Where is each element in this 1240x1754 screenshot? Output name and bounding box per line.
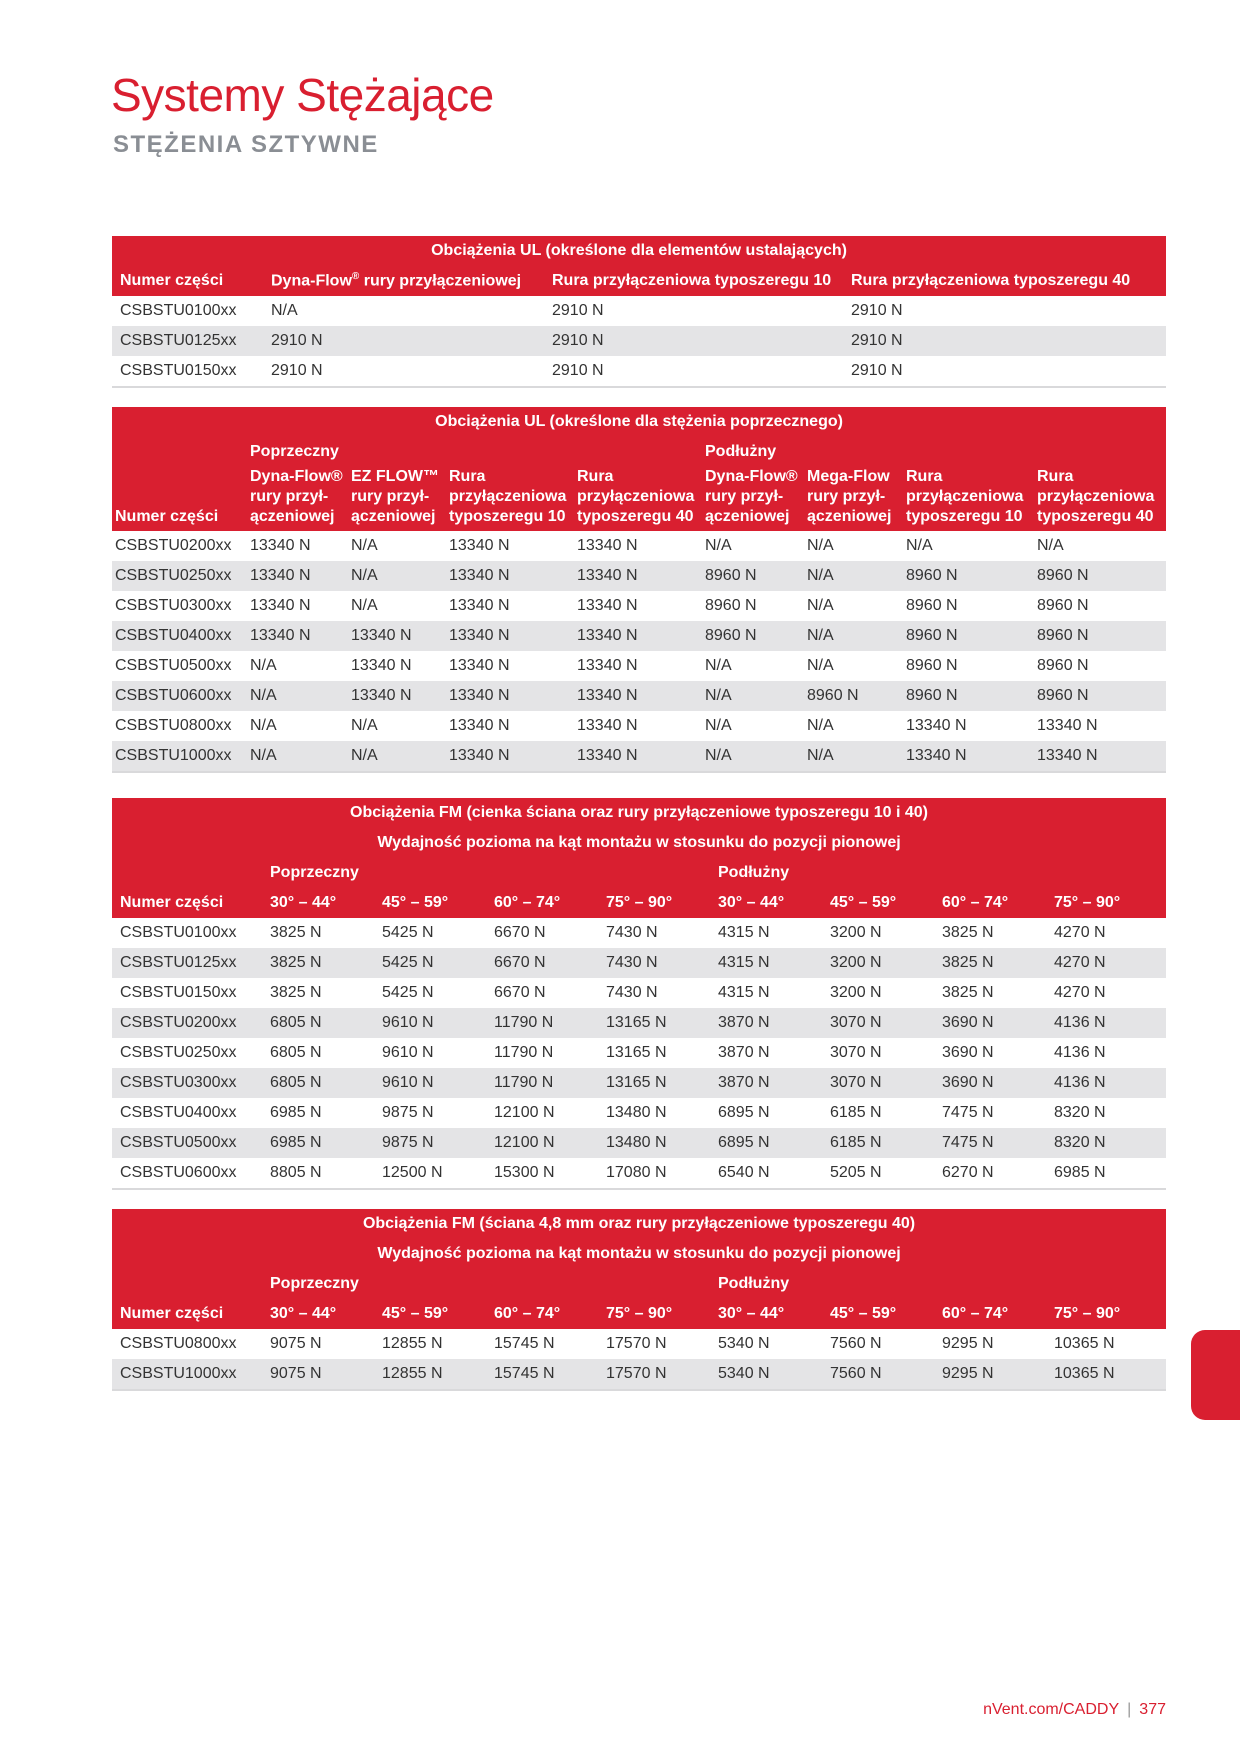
column-header-angle: 30° – 44° xyxy=(710,888,822,918)
load-cell: 13340 N xyxy=(1034,741,1166,772)
load-cell: 15745 N xyxy=(486,1359,598,1390)
column-header-angle: 45° – 59° xyxy=(374,1299,486,1329)
load-cell: 3870 N xyxy=(710,1008,822,1038)
load-cell: 6670 N xyxy=(486,918,598,948)
load-cell: 9875 N xyxy=(374,1128,486,1158)
load-cell: N/A xyxy=(1034,531,1166,561)
part-number-cell: CSBSTU0300xx xyxy=(112,1068,262,1098)
load-cell: 7430 N xyxy=(598,978,710,1008)
load-cell: N/A xyxy=(348,741,446,772)
part-number-cell: CSBSTU0500xx xyxy=(112,1128,262,1158)
table-row xyxy=(112,591,1166,621)
column-header-angle: 75° – 90° xyxy=(1046,888,1166,918)
load-cell: 13340 N xyxy=(574,561,702,591)
column-header-angle: 75° – 90° xyxy=(598,888,710,918)
load-cell: 13340 N xyxy=(348,621,446,651)
load-cell: 9610 N xyxy=(374,1068,486,1098)
table-group-row xyxy=(112,437,1166,467)
load-cell: N/A xyxy=(263,296,544,326)
table-caption: Obciążenia FM (ściana 4,8 mm oraz rury przyłączeniowe typoszeregu 40) xyxy=(112,1209,1166,1239)
load-cell: N/A xyxy=(247,741,348,772)
column-header-angle: 30° – 44° xyxy=(262,1299,374,1329)
load-cell: 13340 N xyxy=(446,621,574,651)
load-cell: 8960 N xyxy=(1034,621,1166,651)
load-cell: N/A xyxy=(804,711,903,741)
part-number-cell: CSBSTU0300xx xyxy=(112,591,247,621)
load-cell: 8960 N xyxy=(903,621,1034,651)
part-number-cell: CSBSTU0600xx xyxy=(112,681,247,711)
column-header-angle: 60° – 74° xyxy=(486,1299,598,1329)
load-cell: 8960 N xyxy=(903,591,1034,621)
load-cell: 10365 N xyxy=(1046,1329,1166,1359)
load-cell: N/A xyxy=(348,711,446,741)
table-row xyxy=(112,1128,1166,1158)
load-cell: 2910 N xyxy=(544,356,843,387)
load-cell: 3690 N xyxy=(934,1008,1046,1038)
column-header-angle: 45° – 59° xyxy=(374,888,486,918)
load-cell: N/A xyxy=(702,681,804,711)
table-row xyxy=(112,918,1166,948)
load-cell: N/A xyxy=(702,741,804,772)
load-cell: 13340 N xyxy=(574,651,702,681)
load-cell: N/A xyxy=(804,531,903,561)
load-cell: N/A xyxy=(247,681,348,711)
table-caption: Obciążenia FM (cienka ściana oraz rury przyłączeniowe typoszeregu 10 i 40) xyxy=(112,798,1166,828)
load-cell: 9610 N xyxy=(374,1038,486,1068)
load-cell: 8960 N xyxy=(1034,651,1166,681)
column-header-transverse-ez-flow: EZ FLOW™ rury przył- ączeniowej xyxy=(348,467,446,531)
load-cell: 5425 N xyxy=(374,948,486,978)
table-row xyxy=(112,621,1166,651)
load-cell: 3070 N xyxy=(822,1008,934,1038)
load-cell: N/A xyxy=(348,561,446,591)
column-header-angle: 75° – 90° xyxy=(1046,1299,1166,1329)
table-row xyxy=(112,561,1166,591)
load-cell: 5205 N xyxy=(822,1158,934,1189)
table-group-row xyxy=(112,1269,1166,1299)
load-cell: 8960 N xyxy=(1034,591,1166,621)
load-cell: 9295 N xyxy=(934,1329,1046,1359)
column-header-angle: 60° – 74° xyxy=(934,1299,1046,1329)
table3-body xyxy=(112,918,1166,1189)
section-tab-marker xyxy=(1191,1330,1240,1420)
load-cell: N/A xyxy=(702,711,804,741)
load-cell: 7560 N xyxy=(822,1329,934,1359)
part-number-cell: CSBSTU0250xx xyxy=(112,561,247,591)
column-header-longitudinal-schedule-10: Rura przyłączeniowa typoszeregu 10 xyxy=(903,467,1034,531)
part-number-cell: CSBSTU0500xx xyxy=(112,651,247,681)
load-cell: 13340 N xyxy=(348,651,446,681)
load-cell: 12100 N xyxy=(486,1128,598,1158)
table-row xyxy=(112,1158,1166,1189)
table2-body xyxy=(112,531,1166,772)
load-cell: 8960 N xyxy=(903,561,1034,591)
load-cell: 3690 N xyxy=(934,1038,1046,1068)
load-cell: 7560 N xyxy=(822,1359,934,1390)
column-header-longitudinal-schedule-40: Rura przyłączeniowa typoszeregu 40 xyxy=(1034,467,1166,531)
table-header-row xyxy=(112,467,1166,531)
load-cell: 6805 N xyxy=(262,1038,374,1068)
table-row xyxy=(112,948,1166,978)
part-number-cell: CSBSTU0125xx xyxy=(112,326,263,356)
table-row xyxy=(112,1359,1166,1390)
load-cell: 13340 N xyxy=(574,591,702,621)
load-cell: 13340 N xyxy=(574,621,702,651)
load-cell: 15300 N xyxy=(486,1158,598,1189)
load-cell: 2910 N xyxy=(843,296,1166,326)
footer-separator: | xyxy=(1127,1701,1132,1718)
group-header-transverse: Poprzeczny xyxy=(262,858,710,888)
load-cell: 13340 N xyxy=(574,711,702,741)
load-cell: 15745 N xyxy=(486,1329,598,1359)
load-cell: 17080 N xyxy=(598,1158,710,1189)
load-cell: 8960 N xyxy=(702,561,804,591)
load-cell: 7475 N xyxy=(934,1128,1046,1158)
table-row xyxy=(112,741,1166,772)
table-row xyxy=(112,1329,1166,1359)
load-cell: 2910 N xyxy=(263,356,544,387)
load-cell: 6985 N xyxy=(262,1098,374,1128)
group-header-longitudinal: Podłużny xyxy=(702,437,1166,467)
part-number-cell: CSBSTU0400xx xyxy=(112,1098,262,1128)
part-number-cell: CSBSTU0800xx xyxy=(112,1329,262,1359)
table-subcaption: Wydajność pozioma na kąt montażu w stosunku do pozycji pionowej xyxy=(112,828,1166,858)
load-cell: 8960 N xyxy=(1034,681,1166,711)
load-cell: 8320 N xyxy=(1046,1128,1166,1158)
page-subtitle: STĘŻENIA SZTYWNE xyxy=(113,131,379,158)
load-cell: 6185 N xyxy=(822,1098,934,1128)
load-cell: 13340 N xyxy=(247,591,348,621)
table-caption-row xyxy=(112,236,1166,266)
load-cell: 13340 N xyxy=(446,681,574,711)
load-cell: 2910 N xyxy=(544,326,843,356)
load-cell: 4315 N xyxy=(710,918,822,948)
table-caption-row xyxy=(112,407,1166,437)
load-cell: 8960 N xyxy=(1034,561,1166,591)
group-header-longitudinal: Podłużny xyxy=(710,858,1166,888)
load-cell: 5425 N xyxy=(374,978,486,1008)
column-header-transverse-dyna-flow: Dyna-Flow® rury przył- ączeniowej xyxy=(247,467,348,531)
load-cell: 8960 N xyxy=(903,681,1034,711)
load-cell: 2910 N xyxy=(263,326,544,356)
column-header-schedule-10: Rura przyłączeniowa typoszeregu 10 xyxy=(544,266,843,296)
load-cell: 2910 N xyxy=(843,356,1166,387)
load-cell: N/A xyxy=(804,561,903,591)
load-cell: 13165 N xyxy=(598,1008,710,1038)
part-number-cell: CSBSTU0125xx xyxy=(112,948,262,978)
part-number-cell: CSBSTU0600xx xyxy=(112,1158,262,1189)
load-cell: 3825 N xyxy=(934,978,1046,1008)
load-cell: 8805 N xyxy=(262,1158,374,1189)
column-header-transverse-schedule-40: Rura przyłączeniowa typoszeregu 40 xyxy=(574,467,702,531)
table-caption: Obciążenia UL (określone dla stężenia poprzecznego) xyxy=(112,407,1166,437)
load-cell: 3070 N xyxy=(822,1068,934,1098)
page-footer xyxy=(983,1701,1166,1719)
part-number-cell: CSBSTU0150xx xyxy=(112,356,263,387)
column-header-schedule-40: Rura przyłączeniowa typoszeregu 40 xyxy=(843,266,1166,296)
load-cell: 3200 N xyxy=(822,918,934,948)
load-cell: 17570 N xyxy=(598,1359,710,1390)
load-cell: 9295 N xyxy=(934,1359,1046,1390)
group-header-transverse: Poprzeczny xyxy=(262,1269,710,1299)
part-number-cell: CSBSTU0100xx xyxy=(112,296,263,326)
load-cell: 13480 N xyxy=(598,1098,710,1128)
part-number-cell: CSBSTU0400xx xyxy=(112,621,247,651)
group-header-longitudinal: Podłużny xyxy=(710,1269,1166,1299)
page-title: Systemy Stężające xyxy=(111,69,494,121)
load-cell: 3070 N xyxy=(822,1038,934,1068)
load-cell: 4270 N xyxy=(1046,918,1166,948)
load-cell: 3825 N xyxy=(262,948,374,978)
table-row xyxy=(112,651,1166,681)
part-number-cell: CSBSTU0100xx xyxy=(112,918,262,948)
ul-restraint-load-table xyxy=(112,236,1166,388)
table-header-row xyxy=(112,266,1166,296)
load-cell: 12100 N xyxy=(486,1098,598,1128)
part-number-cell: CSBSTU0200xx xyxy=(112,531,247,561)
group-header-transverse: Poprzeczny xyxy=(247,437,702,467)
table-caption-row xyxy=(112,1209,1166,1239)
table-row xyxy=(112,978,1166,1008)
load-cell: 8320 N xyxy=(1046,1098,1166,1128)
load-cell: 13340 N xyxy=(247,621,348,651)
load-cell: 13340 N xyxy=(446,531,574,561)
load-cell: 13340 N xyxy=(247,531,348,561)
column-header-transverse-schedule-10: Rura przyłączeniowa typoszeregu 10 xyxy=(446,467,574,531)
load-cell: 4270 N xyxy=(1046,978,1166,1008)
load-cell: 13480 N xyxy=(598,1128,710,1158)
load-cell: 11790 N xyxy=(486,1068,598,1098)
load-cell: 2910 N xyxy=(843,326,1166,356)
column-header-angle: 75° – 90° xyxy=(598,1299,710,1329)
load-cell: N/A xyxy=(348,591,446,621)
column-header-angle: 45° – 59° xyxy=(822,888,934,918)
load-cell: 8960 N xyxy=(804,681,903,711)
load-cell: 2910 N xyxy=(544,296,843,326)
load-cell: 13340 N xyxy=(247,561,348,591)
load-cell: 7430 N xyxy=(598,918,710,948)
part-number-cell: CSBSTU0200xx xyxy=(112,1008,262,1038)
column-header-angle: 60° – 74° xyxy=(486,888,598,918)
footer-site: nVent.com/CADDY xyxy=(983,1701,1120,1718)
column-header-dyna-flow: Dyna-Flow® rury przyłączeniowej xyxy=(263,266,544,296)
table-row xyxy=(112,711,1166,741)
load-cell: 6805 N xyxy=(262,1068,374,1098)
fm-4-8mm-wall-load-table xyxy=(112,1209,1166,1391)
load-cell: 17570 N xyxy=(598,1329,710,1359)
column-header-part-number: Numer części xyxy=(112,266,263,296)
load-cell: 7475 N xyxy=(934,1098,1046,1128)
load-cell: 7430 N xyxy=(598,948,710,978)
load-cell: 6895 N xyxy=(710,1128,822,1158)
load-cell: 3870 N xyxy=(710,1038,822,1068)
part-number-cell: CSBSTU0250xx xyxy=(112,1038,262,1068)
load-cell: 4136 N xyxy=(1046,1068,1166,1098)
load-cell: N/A xyxy=(247,711,348,741)
load-cell: 5340 N xyxy=(710,1329,822,1359)
fm-thin-wall-load-table xyxy=(112,798,1166,1190)
load-cell: 3870 N xyxy=(710,1068,822,1098)
load-cell: 8960 N xyxy=(702,591,804,621)
page-number: 377 xyxy=(1139,1701,1166,1718)
load-cell: 6670 N xyxy=(486,948,598,978)
table-row xyxy=(112,1068,1166,1098)
load-cell: 6895 N xyxy=(710,1098,822,1128)
load-cell: 4136 N xyxy=(1046,1008,1166,1038)
load-cell: 9075 N xyxy=(262,1329,374,1359)
load-cell: 11790 N xyxy=(486,1008,598,1038)
load-cell: N/A xyxy=(247,651,348,681)
load-cell: 13165 N xyxy=(598,1068,710,1098)
column-header-angle: 45° – 59° xyxy=(822,1299,934,1329)
load-cell: 10365 N xyxy=(1046,1359,1166,1390)
column-header-angle: 30° – 44° xyxy=(710,1299,822,1329)
load-cell: 13340 N xyxy=(574,681,702,711)
table-row xyxy=(112,1098,1166,1128)
column-header-dyna-flow-brand: Dyna-Flow xyxy=(271,272,352,290)
load-cell: 13340 N xyxy=(446,711,574,741)
load-cell: 13340 N xyxy=(348,681,446,711)
load-cell: 4270 N xyxy=(1046,948,1166,978)
table-subcaption-row xyxy=(112,828,1166,858)
table-row xyxy=(112,296,1166,326)
load-cell: 3825 N xyxy=(934,948,1046,978)
load-cell: N/A xyxy=(903,531,1034,561)
column-header-longitudinal-dyna-flow: Dyna-Flow® rury przył- ączeniowej xyxy=(702,467,804,531)
load-cell: 4315 N xyxy=(710,948,822,978)
load-cell: 13340 N xyxy=(903,741,1034,772)
table-caption: Obciążenia UL (określone dla elementów ustalających) xyxy=(112,236,1166,266)
table-header-row xyxy=(112,1299,1166,1329)
table-row xyxy=(112,531,1166,561)
load-cell: 8960 N xyxy=(702,621,804,651)
load-cell: N/A xyxy=(702,651,804,681)
part-number-cell: CSBSTU1000xx xyxy=(112,741,247,772)
table-header-row xyxy=(112,888,1166,918)
table-row xyxy=(112,356,1166,387)
load-cell: N/A xyxy=(348,531,446,561)
column-header-part-number: Numer części xyxy=(112,1299,262,1329)
load-cell: 3200 N xyxy=(822,948,934,978)
load-cell: 12855 N xyxy=(374,1359,486,1390)
load-cell: N/A xyxy=(702,531,804,561)
load-cell: 9610 N xyxy=(374,1008,486,1038)
table-group-row xyxy=(112,858,1166,888)
load-cell: 3825 N xyxy=(934,918,1046,948)
table-subcaption-row xyxy=(112,1239,1166,1269)
load-cell: 6670 N xyxy=(486,978,598,1008)
column-header-angle: 60° – 74° xyxy=(934,888,1046,918)
load-cell: 13340 N xyxy=(574,741,702,772)
table-row xyxy=(112,326,1166,356)
load-cell: N/A xyxy=(804,741,903,772)
part-number-cell: CSBSTU1000xx xyxy=(112,1359,262,1390)
load-cell: 4136 N xyxy=(1046,1038,1166,1068)
load-cell: 6270 N xyxy=(934,1158,1046,1189)
load-cell: 13340 N xyxy=(446,741,574,772)
column-header-longitudinal-mega-flow: Mega-Flow rury przył- ączeniowej xyxy=(804,467,903,531)
column-header-dyna-flow-suffix: rury przyłączeniowej xyxy=(363,272,522,290)
table-row xyxy=(112,1008,1166,1038)
column-header-part-number: Numer części xyxy=(112,467,247,531)
table4-body xyxy=(112,1329,1166,1390)
part-number-cell: CSBSTU0800xx xyxy=(112,711,247,741)
load-cell: 12500 N xyxy=(374,1158,486,1189)
load-cell: 5340 N xyxy=(710,1359,822,1390)
load-cell: 3690 N xyxy=(934,1068,1046,1098)
load-cell: N/A xyxy=(804,651,903,681)
load-cell: N/A xyxy=(804,591,903,621)
table-row xyxy=(112,1038,1166,1068)
load-cell: 6185 N xyxy=(822,1128,934,1158)
load-cell: 3200 N xyxy=(822,978,934,1008)
load-cell: N/A xyxy=(804,621,903,651)
load-cell: 13340 N xyxy=(574,531,702,561)
load-cell: 6985 N xyxy=(1046,1158,1166,1189)
part-number-cell: CSBSTU0150xx xyxy=(112,978,262,1008)
load-cell: 13340 N xyxy=(446,651,574,681)
load-cell: 13165 N xyxy=(598,1038,710,1068)
table-row xyxy=(112,681,1166,711)
load-cell: 6985 N xyxy=(262,1128,374,1158)
load-cell: 3825 N xyxy=(262,918,374,948)
table-caption-row xyxy=(112,798,1166,828)
ul-sway-brace-load-table xyxy=(112,407,1166,773)
load-cell: 5425 N xyxy=(374,918,486,948)
load-cell: 11790 N xyxy=(486,1038,598,1068)
load-cell: 13340 N xyxy=(446,561,574,591)
table-subcaption: Wydajność pozioma na kąt montażu w stosunku do pozycji pionowej xyxy=(112,1239,1166,1269)
load-cell: 8960 N xyxy=(903,651,1034,681)
column-header-part-number: Numer części xyxy=(112,888,262,918)
load-cell: 13340 N xyxy=(1034,711,1166,741)
load-cell: 6805 N xyxy=(262,1008,374,1038)
load-cell: 6540 N xyxy=(710,1158,822,1189)
load-cell: 13340 N xyxy=(903,711,1034,741)
load-cell: 3825 N xyxy=(262,978,374,1008)
load-cell: 12855 N xyxy=(374,1329,486,1359)
load-cell: 9075 N xyxy=(262,1359,374,1390)
load-cell: 13340 N xyxy=(446,591,574,621)
load-cell: 9875 N xyxy=(374,1098,486,1128)
column-header-angle: 30° – 44° xyxy=(262,888,374,918)
load-cell: 4315 N xyxy=(710,978,822,1008)
